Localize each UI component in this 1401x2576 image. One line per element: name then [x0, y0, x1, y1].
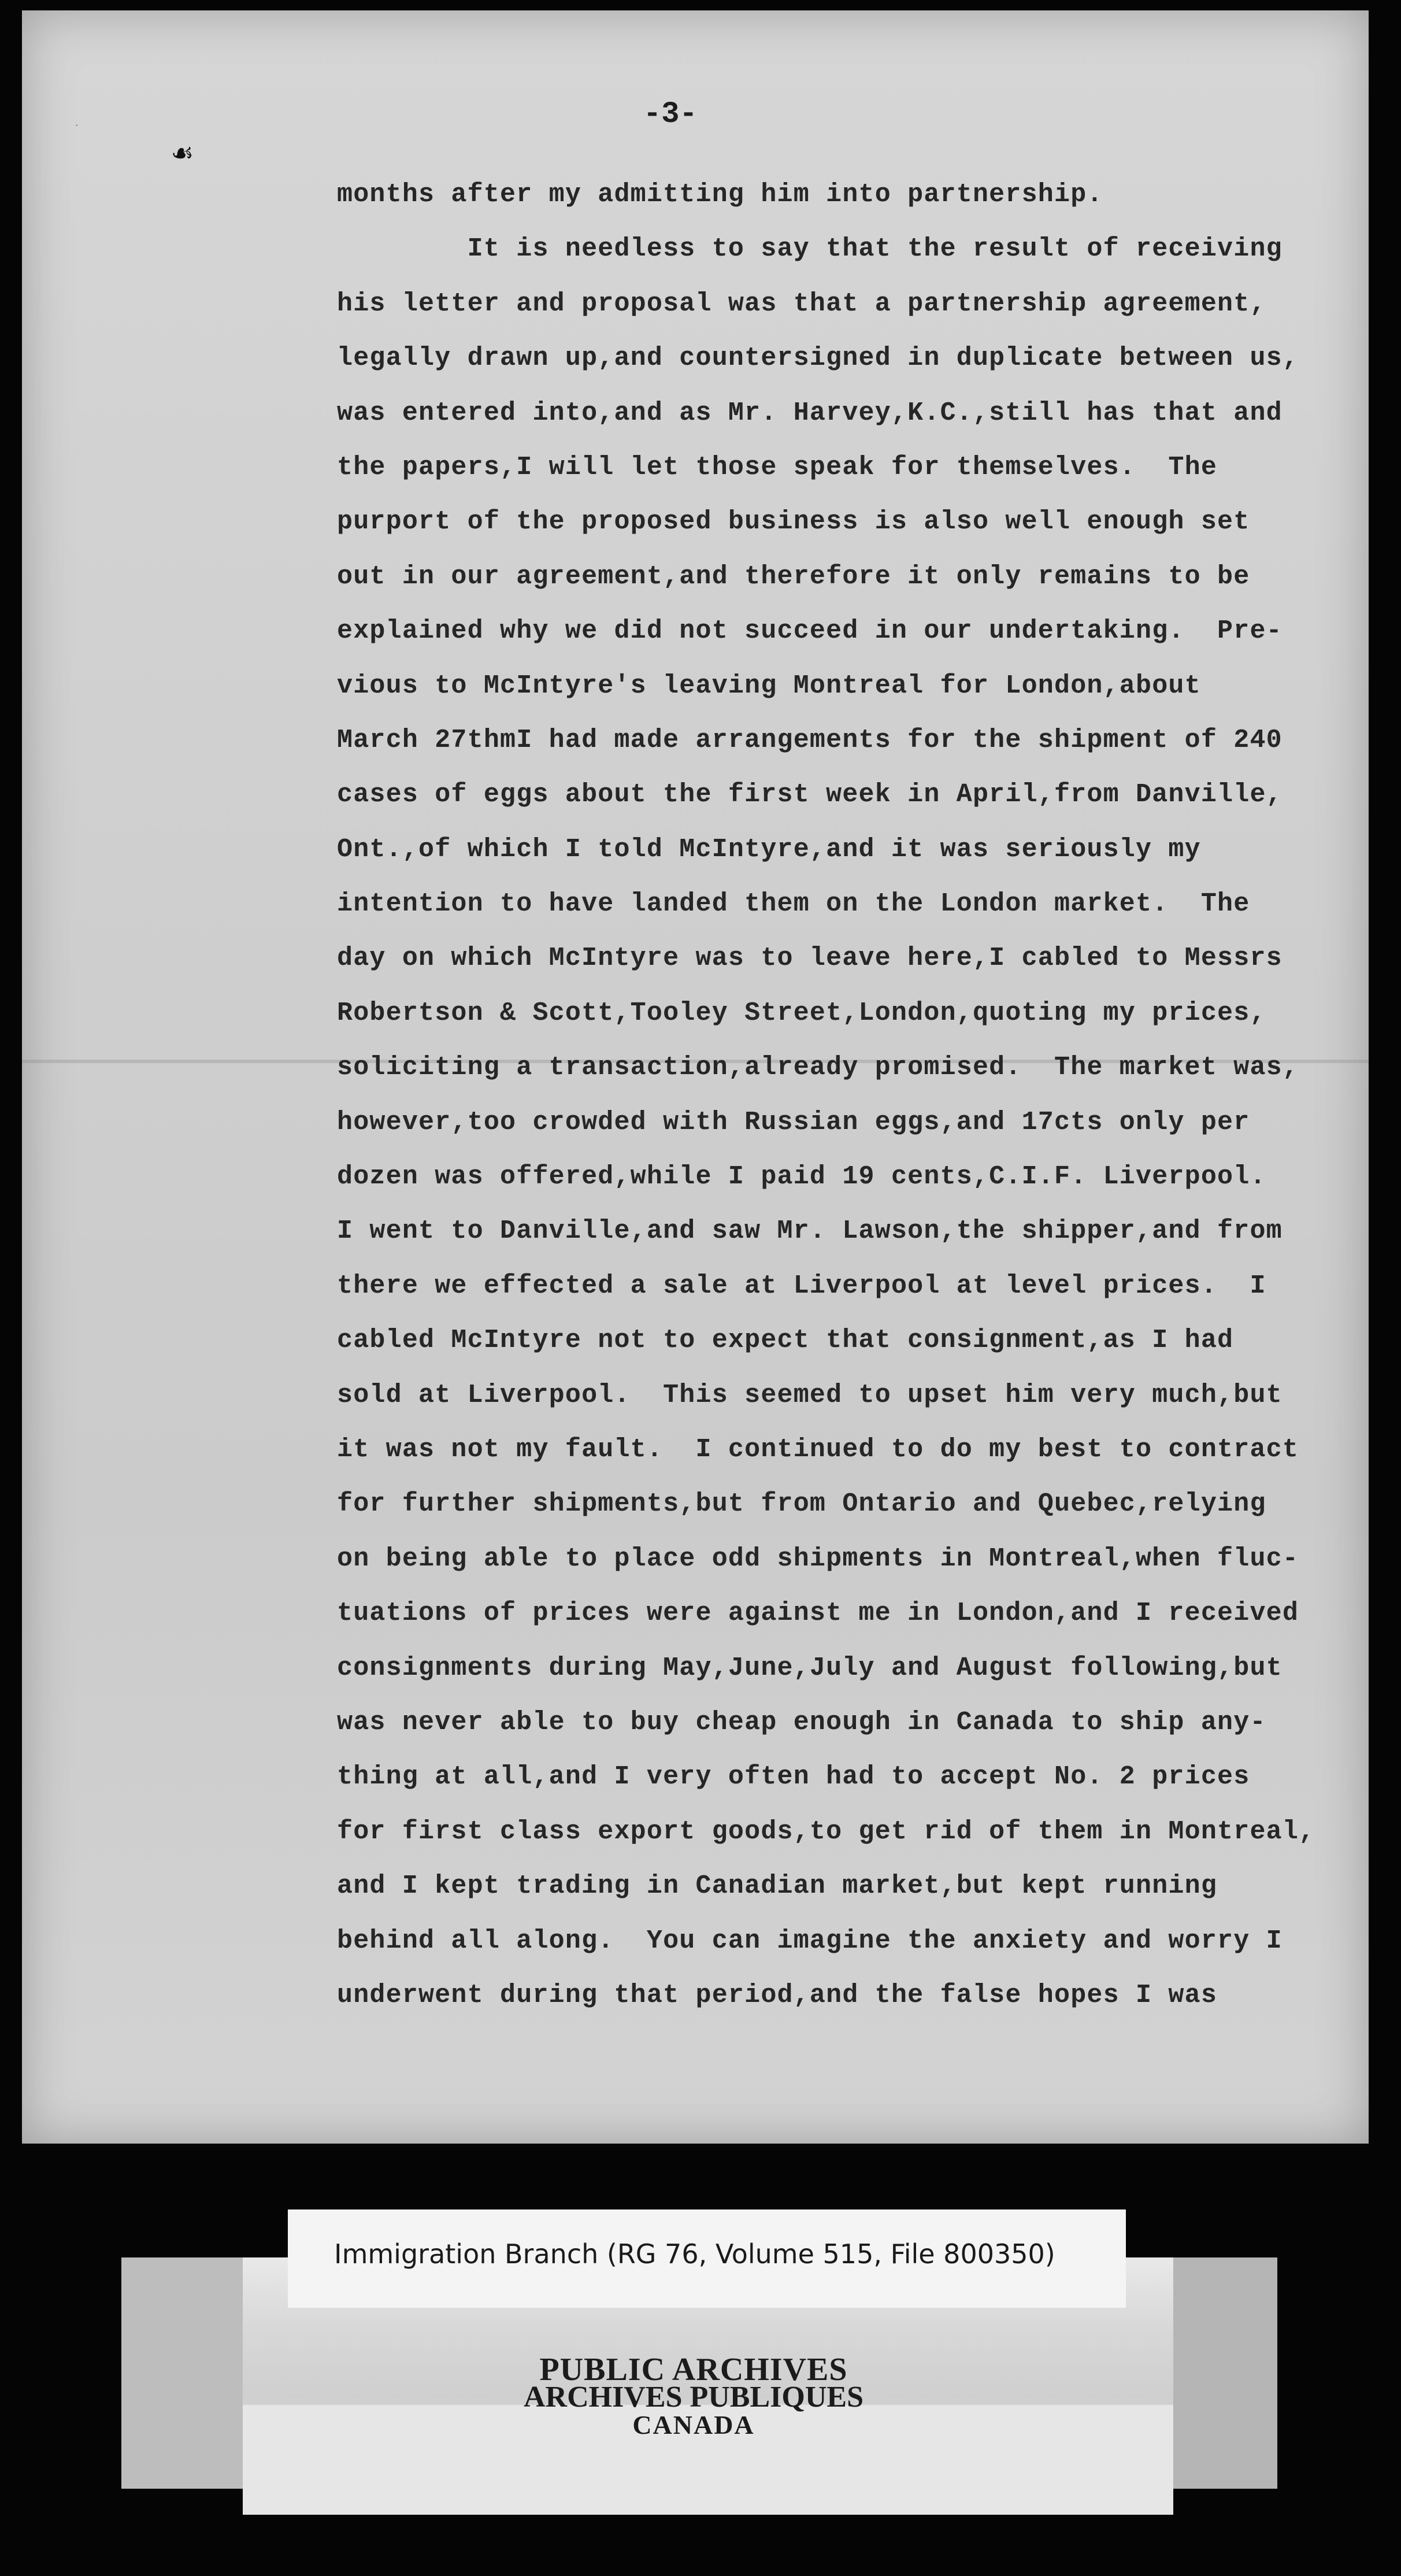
- text-line: for further shipments,but from Ontario and Quebec,relying: [337, 1489, 1266, 1519]
- text-line: Ont.,of which I told McIntyre,and it was seriously my: [337, 834, 1201, 864]
- text-line: sold at Liverpool. This seemed to upset him very much,but: [337, 1380, 1283, 1410]
- text-line: soliciting a transaction,already promised. The market was,: [337, 1053, 1299, 1083]
- text-line: consignments during May,June,July and August following,but: [337, 1653, 1283, 1683]
- letter-body: [337, 168, 1400, 2023]
- text-line: out in our agreement,and therefore it only remains to be: [337, 561, 1250, 591]
- text-line: behind all along. You can imagine the anxiety and worry I: [337, 1926, 1283, 1956]
- text-line: for first class export goods,to get rid of them in Montreal,: [337, 1816, 1315, 1846]
- stamp-line-french: ARCHIVES PUBLIQUES: [523, 2381, 864, 2414]
- margin-mark: ·: [74, 120, 80, 131]
- text-line: I went to Danville,and saw Mr. Lawson,the shipper,and from: [337, 1216, 1283, 1246]
- envelope-right-flap: [1173, 2257, 1277, 2489]
- text-line: was entered into,and as Mr. Harvey,K.C.,still has that and: [337, 398, 1283, 428]
- text-line: it was not my fault. I continued to do my best to contract: [337, 1434, 1299, 1464]
- text-line: months after my admitting him into partnership.: [337, 180, 1103, 209]
- text-line: Robertson & Scott,Tooley Street,London,quoting my prices,: [337, 998, 1266, 1028]
- text-line: cabled McIntyre not to expect that consignment,as I had: [337, 1326, 1234, 1356]
- text-line: however,too crowded with Russian eggs,and 17cts only per: [337, 1107, 1250, 1137]
- text-line: It is needless to say that the result of receiving: [337, 234, 1283, 264]
- page-number: -3-: [643, 97, 698, 131]
- text-line: March 27thmI had made arrangements for the shipment of 240: [337, 725, 1283, 755]
- stamp-line-english: PUBLIC ARCHIVES: [539, 2352, 848, 2388]
- text-line: and I kept trading in Canadian market,but kept running: [337, 1871, 1218, 1901]
- text-line: thing at all,and I very often had to accept No. 2 prices: [337, 1762, 1250, 1792]
- typed-letter-page: [22, 10, 1369, 2144]
- text-line: there we effected a sale at Liverpool at level prices. I: [337, 1271, 1266, 1301]
- text-line: dozen was offered,while I paid 19 cents,C.I.F. Liverpool.: [337, 1162, 1266, 1192]
- text-line: was never able to buy cheap enough in Canada to ship any-: [337, 1707, 1266, 1737]
- archive-reference: Immigration Branch (RG 76, Volume 515, File 800350): [334, 2238, 1055, 2270]
- stamp-line-country: CANADA: [632, 2410, 755, 2440]
- text-line: cases of eggs about the first week in April,from Danville,: [337, 780, 1283, 810]
- ink-blot-icon: ☙: [172, 138, 192, 176]
- envelope-left-flap: [121, 2257, 243, 2489]
- text-line: on being able to place odd shipments in Montreal,when fluc-: [337, 1544, 1299, 1574]
- text-line: the papers,I will let those speak for themselves. The: [337, 452, 1218, 482]
- text-line: day on which McIntyre was to leave here,I cabled to Messrs: [337, 943, 1283, 974]
- text-line: tuations of prices were against me in London,and I received: [337, 1598, 1299, 1628]
- text-line: his letter and proposal was that a partnership agreement,: [337, 288, 1266, 319]
- text-line: legally drawn up,and countersigned in duplicate between us,: [337, 343, 1299, 373]
- text-line: purport of the proposed business is also well enough set: [337, 507, 1250, 537]
- text-line: underwent during that period,and the false hopes I was: [337, 1980, 1218, 2010]
- archive-label-card: [288, 2209, 1126, 2308]
- text-line: explained why we did not succeed in our undertaking. Pre-: [337, 616, 1283, 646]
- text-line: vious to McIntyre's leaving Montreal for London,about: [337, 671, 1201, 701]
- public-archives-stamp: [462, 2352, 925, 2440]
- text-line: intention to have landed them on the London market. The: [337, 889, 1250, 919]
